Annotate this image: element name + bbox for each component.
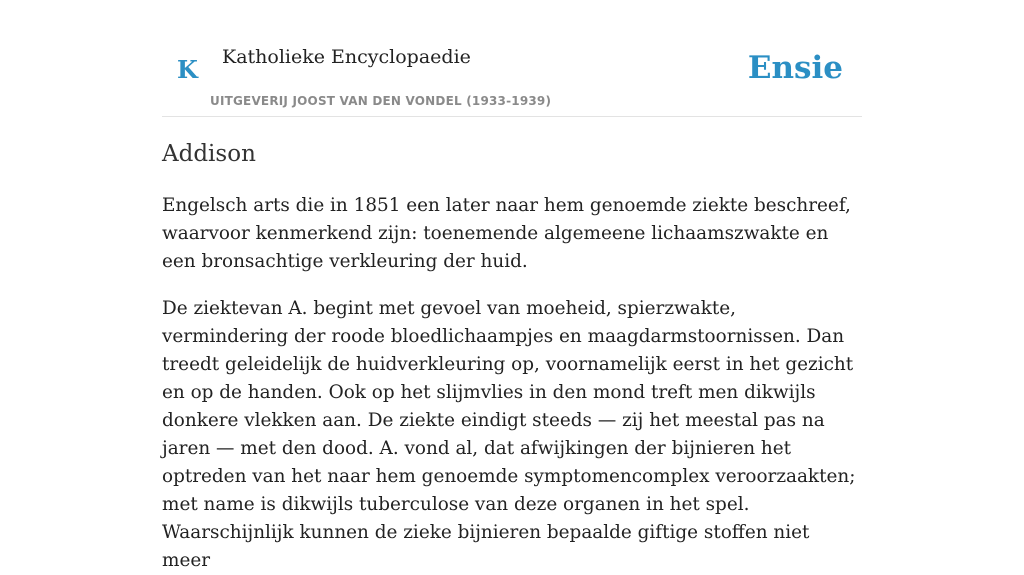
article-paragraph-1: Engelsch arts die in 1851 een later naar hem genoemde ziekte beschreef, waarvoor kenmerkend zijn: toenemende algemeene lichaamszwakte en een bronsachtige verkleuring der huid. xyxy=(162,195,851,272)
ensie-brand-logo[interactable]: Ensie xyxy=(747,50,843,86)
article xyxy=(162,138,862,575)
encyclopedia-logo[interactable]: K xyxy=(177,55,198,84)
site-header xyxy=(162,0,862,117)
publisher-subtitle: UITGEVERIJ JOOST VAN DEN VONDEL (1933-1939) xyxy=(210,94,552,108)
article-paragraph-2: De ziektevan A. begint met gevoel van moeheid, spierzwakte, vermindering der roode bloedlichaampjes en maagdarmstoornissen. Dan treedt geleidelijk de huidverkleuring op, voornamelijk eerst in het gezicht en op de handen. Ook op het slijmvlies in den mond treft men dikwijls donkere vlekken aan. De ziekte eindigt steeds — zij het meestal pas na jaren — met den dood. A. vond al, dat afwijkingen der bijnieren het optreden van het naar hem genoemde symptomencomplex veroorzaakten; met name is dikwijls tuberculose van deze organen in het spel. Waarschijnlijk kunnen de zieke bijnieren bepaalde giftige stoffen niet meer xyxy=(162,298,856,571)
encyclopedia-title[interactable]: Katholieke Encyclopaedie xyxy=(222,46,471,68)
article-title: Addison xyxy=(162,141,256,167)
